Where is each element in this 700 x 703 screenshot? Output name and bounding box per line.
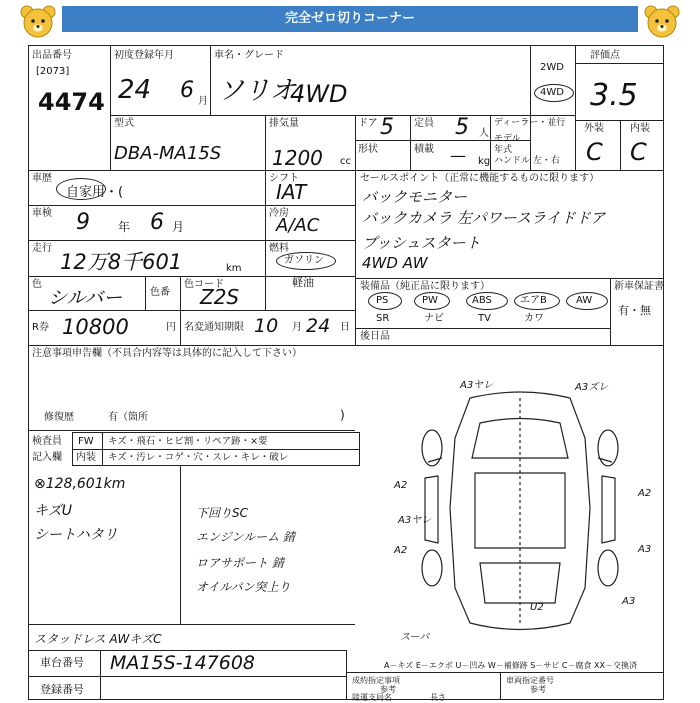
- displacement-value: 1200: [272, 146, 323, 170]
- equip-pw: PW: [422, 295, 438, 306]
- inspector-label-2: 記入欄: [32, 452, 62, 463]
- inspection-label: 車検: [32, 208, 52, 219]
- repair-value: 有（箇所: [108, 412, 148, 423]
- handle-label: ハンドル 左・右: [494, 156, 560, 166]
- repair-bracket: ): [340, 408, 345, 422]
- score-exterior-value: C: [586, 138, 603, 166]
- notes-label: 注意事項申告欄（不具合内容等は具体的に記入して下さい）: [32, 348, 302, 359]
- registration-label: 初度登録年月: [114, 50, 174, 61]
- ac-value: A/AC: [276, 215, 320, 236]
- chassis-label: 車台番号: [40, 656, 84, 669]
- registration-month: 6: [180, 78, 194, 103]
- capacity-value: 5: [455, 115, 469, 140]
- inspection-month-unit: 月: [172, 220, 185, 234]
- inspector-note-1: ⊗128,601km: [34, 476, 126, 492]
- repair-label: 修復歴: [44, 412, 74, 423]
- mileage-value: 12万8千601: [60, 250, 183, 274]
- inspector-note-right-4: オイルパン突上り: [196, 580, 291, 594]
- color-code-value: Z2S: [200, 285, 240, 309]
- car-name-label: 車名・グレード: [214, 50, 284, 61]
- inspector-note-right-1: 下回りSC: [196, 506, 248, 520]
- chassis-value: MA15S-147608: [110, 652, 256, 674]
- fuel-gasoline: ガソリン: [284, 255, 324, 266]
- name-change-label: 名変通知期限: [184, 322, 244, 333]
- equip-airbag: エアB: [520, 295, 547, 306]
- load-value: —: [450, 146, 466, 165]
- equip-leather: カワ: [524, 313, 544, 324]
- diagram-mark-left-2: A3ヤレ: [398, 515, 432, 526]
- diagram-mark-bumper: スーパ: [400, 632, 429, 643]
- inspector-row1: キズ・飛石・ヒビ割・リペア跡・×要: [108, 436, 268, 447]
- vehicle-designation-label: 車両指定番号: [506, 676, 554, 685]
- inspection-year: 9: [76, 210, 90, 235]
- model-year-label: モデル年式: [494, 134, 521, 155]
- diagram-mark-right-1: A2: [638, 488, 652, 499]
- warranty-value: 有・無: [618, 304, 651, 317]
- history-value: 自家用・(: [66, 185, 124, 200]
- sales-points-label: セールスポイント（正常に機能するものに限ります）: [360, 173, 600, 184]
- capacity-unit: 人: [479, 128, 489, 139]
- history-label: 車歴: [32, 173, 52, 184]
- recycle-value: 10800: [62, 315, 129, 339]
- sales-point-3: プッシュスタート: [362, 234, 481, 252]
- length-label: 長さ: [430, 693, 446, 702]
- dealer-label: ディーラー・並行: [494, 118, 566, 128]
- name-change-day: 24: [306, 315, 331, 337]
- equipment-label: 装備品（純正品に限ります）: [360, 281, 490, 292]
- mileage-label: 走行: [32, 243, 52, 254]
- score-interior-label: 内装: [630, 123, 650, 134]
- legend: A－キズ E－エクボ U－凹み W－補修跡 S－サビ C－腐食 XX－交換済: [384, 661, 638, 670]
- score-exterior-label: 外装: [584, 123, 604, 134]
- capacity-label: 定員: [414, 118, 434, 129]
- sales-point-1: バックモニター: [362, 188, 468, 206]
- drive-2wd: 2WD: [540, 62, 564, 73]
- mascot-bear-left-icon: [18, 4, 58, 40]
- name-change-day-unit: 日: [340, 322, 350, 333]
- diagram-mark-right-2: A3: [638, 544, 652, 555]
- lot-code: [2073]: [36, 66, 70, 77]
- model-label: 型式: [114, 118, 134, 129]
- doors-value: 5: [380, 115, 394, 140]
- model-value: DBA-MA15S: [114, 143, 222, 164]
- name-change-month-unit: 月: [292, 322, 302, 333]
- diagram-mark-left-3: A2: [394, 545, 408, 556]
- drive-4wd: 4WD: [540, 87, 564, 98]
- equip-abs: ABS: [472, 295, 492, 306]
- car-name-value: ソリオ: [218, 76, 296, 106]
- displacement-unit: cc: [340, 156, 351, 167]
- color-value: シルバー: [48, 287, 123, 309]
- diagram-mark-front-right: A3ズレ: [575, 382, 609, 393]
- recycle-label: R券: [32, 322, 49, 333]
- mascot-bear-right-icon: [642, 4, 682, 40]
- inspector-note-right-2: エンジンルーム 錆: [196, 530, 295, 544]
- equip-tv: TV: [478, 313, 491, 324]
- mileage-unit: km: [226, 263, 242, 274]
- car-diagram: [380, 378, 660, 648]
- rear-seat-label: 後日品: [360, 331, 390, 342]
- diagram-mark-left-1: A2: [394, 480, 408, 491]
- score-interior-value: C: [630, 138, 647, 166]
- displacement-label: 排気量: [269, 118, 299, 129]
- equip-navi: ナビ: [424, 313, 444, 324]
- equip-ps: PS: [376, 295, 389, 306]
- diagram-mark-rear-right: A3: [622, 596, 636, 607]
- inspector-note-3: シートハタリ: [34, 527, 118, 543]
- score-label: 評価点: [590, 50, 620, 61]
- score-value: 3.5: [590, 78, 638, 113]
- shift-value: IAT: [276, 180, 307, 204]
- vehicle-designation-ref: 参考: [530, 685, 546, 694]
- reg-number-label: 登録番号: [40, 683, 84, 696]
- car-grade-value: 4WD: [290, 80, 348, 108]
- sales-point-4: 4WD AW: [362, 254, 428, 272]
- equip-aw: AW: [576, 295, 593, 306]
- inspection-month: 6: [150, 210, 164, 235]
- studless-note: スタッドレス AWキズC: [34, 632, 162, 646]
- lot-number: 4474: [38, 88, 105, 116]
- equip-sr: SR: [376, 313, 390, 324]
- fuel-label: 燃料: [269, 243, 289, 254]
- color-code-label: 色コード: [184, 279, 224, 290]
- inspector-row2-head: 内装: [76, 452, 96, 463]
- recycle-unit: 円: [166, 322, 176, 333]
- inspector-label-1: 検査員: [32, 436, 62, 447]
- color-label: 色: [32, 279, 42, 290]
- warranty-label: 新車保証書: [614, 281, 664, 292]
- fuel-diesel: 軽油: [292, 276, 314, 289]
- load-label: 積載: [414, 144, 434, 155]
- color-number-label: 色番: [150, 287, 170, 298]
- ac-label: 冷房: [269, 208, 289, 219]
- shape-label: 形状: [358, 144, 378, 155]
- load-unit: kg: [478, 156, 491, 167]
- shift-label: シフト: [269, 173, 299, 184]
- diagram-mark-rear: U2: [530, 602, 544, 613]
- registration-year: 24: [118, 75, 152, 105]
- inspection-year-unit: 年: [118, 220, 131, 234]
- inspector-note-2: キズU: [34, 503, 72, 519]
- registration-month-unit: 月: [198, 96, 208, 107]
- inspector-row2: キズ・汚レ・コゲ・穴・スレ・キレ・破レ: [108, 452, 289, 463]
- lot-label: 出品番号: [32, 50, 72, 61]
- page-banner-title: 完全ゼロ切りコーナー: [62, 6, 638, 32]
- contract-label: 成約指定事項: [352, 676, 400, 685]
- contract-ref: 参考: [380, 685, 396, 694]
- diagram-mark-front-left: A3ヤレ: [460, 380, 494, 391]
- sales-point-2: バックカメラ 左パワースライドドア: [362, 209, 606, 227]
- doors-label: ドア: [358, 118, 378, 129]
- transport-office-label: 陸運支局名: [352, 693, 392, 702]
- inspector-note-right-3: ロアサポート 錆: [196, 556, 284, 570]
- inspector-row1-head: FW: [78, 436, 94, 447]
- name-change-month: 10: [254, 315, 279, 337]
